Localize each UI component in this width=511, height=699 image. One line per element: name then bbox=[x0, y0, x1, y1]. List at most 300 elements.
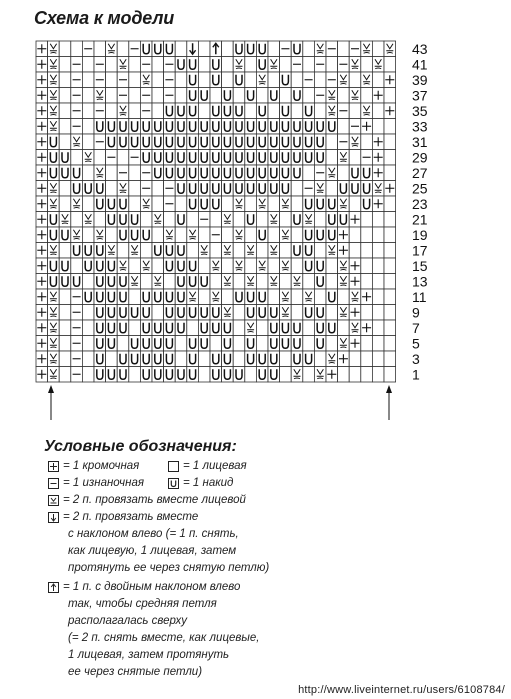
stitch-yo bbox=[129, 134, 141, 150]
stitch-yo bbox=[59, 274, 71, 290]
legend-label-cdd: = 1 п. с двойным наклоном влево bbox=[63, 581, 241, 593]
stitch-purl bbox=[129, 150, 141, 166]
stitch-k2tog bbox=[222, 305, 234, 321]
stitch-knit bbox=[338, 41, 350, 57]
stitch-purl bbox=[94, 57, 106, 73]
stitch-yo bbox=[175, 258, 187, 274]
stitch-knit bbox=[303, 165, 315, 181]
stitch-yo bbox=[256, 134, 268, 150]
stitch-yo bbox=[314, 119, 326, 135]
stitch-k2tog bbox=[280, 289, 292, 305]
stitch-k2tog bbox=[349, 57, 361, 73]
stitch-knit bbox=[268, 227, 280, 243]
stitch-k2tog bbox=[129, 274, 141, 290]
stitch-yo bbox=[222, 150, 234, 166]
stitch-purl bbox=[303, 181, 315, 197]
stitch-k2tog bbox=[338, 336, 350, 352]
stitch-k2tog bbox=[117, 103, 129, 119]
stitch-knit bbox=[291, 227, 303, 243]
stitch-k2tog bbox=[280, 227, 292, 243]
stitch-knit bbox=[384, 57, 396, 73]
stitch-knit bbox=[175, 351, 187, 367]
stitch-k2tog bbox=[48, 57, 60, 73]
stitch-purl bbox=[94, 103, 106, 119]
stitch-k2tog bbox=[164, 227, 176, 243]
stitch-yo bbox=[256, 289, 268, 305]
stitch-yo bbox=[187, 134, 199, 150]
stitch-yo bbox=[82, 258, 94, 274]
stitch-knit bbox=[82, 57, 94, 73]
stitch-purl bbox=[349, 41, 361, 57]
stitch-yo bbox=[256, 165, 268, 181]
stitch-edge bbox=[349, 274, 361, 290]
stitch-knit bbox=[210, 243, 222, 259]
stitch-yo bbox=[152, 336, 164, 352]
stitch-knit bbox=[71, 258, 83, 274]
row-number-label: 3 bbox=[412, 350, 420, 367]
stitch-yo bbox=[140, 289, 152, 305]
stitch-yo bbox=[326, 227, 338, 243]
stitch-yo bbox=[187, 119, 199, 135]
stitch-yo bbox=[361, 165, 373, 181]
stitch-edge bbox=[384, 103, 396, 119]
stitch-purl bbox=[117, 88, 129, 104]
stitch-k2tog bbox=[187, 227, 199, 243]
stitch-k2tog bbox=[152, 274, 164, 290]
stitch-yo bbox=[291, 165, 303, 181]
stitch-yo bbox=[164, 351, 176, 367]
stitch-yo bbox=[233, 119, 245, 135]
stitch-knit bbox=[117, 41, 129, 57]
stitch-yo bbox=[256, 305, 268, 321]
stitch-k2tog bbox=[338, 72, 350, 88]
stitch-purl bbox=[140, 103, 152, 119]
stitch-knit bbox=[233, 320, 245, 336]
stitch-yo bbox=[256, 367, 268, 383]
stitch-yo bbox=[140, 119, 152, 135]
stitch-knit bbox=[59, 41, 71, 57]
stitch-edge bbox=[36, 57, 48, 73]
stitch-edge bbox=[338, 243, 350, 259]
stitch-k2tog bbox=[245, 243, 257, 259]
stitch-edge bbox=[349, 258, 361, 274]
stitch-knit bbox=[349, 243, 361, 259]
stitch-knit bbox=[222, 258, 234, 274]
stitch-yo bbox=[48, 274, 60, 290]
stitch-knit bbox=[187, 212, 199, 228]
stitch-yo bbox=[303, 103, 315, 119]
stitch-yo bbox=[210, 181, 222, 197]
row-number-label: 29 bbox=[412, 149, 428, 166]
stitch-yo bbox=[280, 181, 292, 197]
stitch-knit bbox=[361, 212, 373, 228]
stitch-edge bbox=[349, 336, 361, 352]
stitch-knit bbox=[280, 57, 292, 73]
stitch-yo bbox=[268, 134, 280, 150]
stitch-yo bbox=[326, 196, 338, 212]
stitch-knit bbox=[222, 57, 234, 73]
stitch-knit bbox=[59, 289, 71, 305]
stitch-knit bbox=[129, 165, 141, 181]
stitch-yo bbox=[129, 336, 141, 352]
legend-cdd-line-1: так, чтобы средняя петля bbox=[68, 598, 217, 610]
stitch-knit bbox=[106, 57, 118, 73]
stitch-knit bbox=[361, 134, 373, 150]
stitch-knit bbox=[303, 88, 315, 104]
stitch-yo bbox=[222, 181, 234, 197]
stitch-yo bbox=[152, 289, 164, 305]
stitch-knit bbox=[384, 88, 396, 104]
stitch-knit bbox=[280, 212, 292, 228]
stitch-knit bbox=[233, 274, 245, 290]
stitch-k2tog bbox=[233, 258, 245, 274]
stitch-knit bbox=[129, 72, 141, 88]
stitch-knit bbox=[106, 72, 118, 88]
stitch-knit bbox=[384, 134, 396, 150]
stitch-knit bbox=[361, 243, 373, 259]
stitch-yo bbox=[222, 336, 234, 352]
stitch-knit bbox=[314, 289, 326, 305]
stitch-yo bbox=[245, 351, 257, 367]
stitch-knit bbox=[59, 72, 71, 88]
stitch-knit bbox=[338, 367, 350, 383]
stitch-yo bbox=[291, 212, 303, 228]
stitch-purl bbox=[164, 196, 176, 212]
stitch-yo bbox=[152, 150, 164, 166]
stitch-knit bbox=[59, 196, 71, 212]
row-number-label: 1 bbox=[412, 366, 420, 383]
stitch-knit bbox=[326, 181, 338, 197]
stitch-k2tog bbox=[210, 258, 222, 274]
stitch-yo bbox=[280, 320, 292, 336]
legend-item-ssk bbox=[48, 511, 198, 523]
stitch-yo bbox=[303, 150, 315, 166]
stitch-yo bbox=[198, 196, 210, 212]
stitch-purl bbox=[291, 57, 303, 73]
stitch-k2tog bbox=[280, 196, 292, 212]
stitch-k2tog bbox=[48, 196, 60, 212]
stitch-k2tog bbox=[140, 258, 152, 274]
stitch-yo bbox=[94, 336, 106, 352]
stitch-knit bbox=[210, 88, 222, 104]
stitch-knit bbox=[106, 181, 118, 197]
row-number-label: 17 bbox=[412, 242, 428, 259]
stitch-k2tog bbox=[94, 88, 106, 104]
stitch-knit bbox=[82, 367, 94, 383]
stitch-k2tog bbox=[326, 243, 338, 259]
stitch-k2tog bbox=[222, 274, 234, 290]
stitch-knit bbox=[372, 119, 384, 135]
stitch-yo bbox=[140, 336, 152, 352]
stitch-knit bbox=[210, 336, 222, 352]
stitch-yo bbox=[71, 243, 83, 259]
stitch-yo bbox=[256, 119, 268, 135]
stitch-knit bbox=[152, 103, 164, 119]
stitch-knit bbox=[129, 103, 141, 119]
stitch-knit bbox=[280, 351, 292, 367]
stitch-edge bbox=[36, 320, 48, 336]
stitch-knit bbox=[326, 274, 338, 290]
stitch-knit bbox=[268, 258, 280, 274]
stitch-k2tog bbox=[71, 134, 83, 150]
stitch-yo bbox=[48, 150, 60, 166]
stitch-knit bbox=[59, 243, 71, 259]
stitch-knit bbox=[256, 88, 268, 104]
yarn-over-icon bbox=[168, 478, 179, 489]
stitch-yo bbox=[338, 181, 350, 197]
stitch-edge bbox=[349, 305, 361, 321]
stitch-knit bbox=[152, 196, 164, 212]
stitch-knit bbox=[256, 320, 268, 336]
stitch-yo bbox=[187, 88, 199, 104]
stitch-yo bbox=[106, 305, 118, 321]
stitch-knit bbox=[175, 196, 187, 212]
stitch-k2tog bbox=[152, 212, 164, 228]
stitch-yo bbox=[233, 289, 245, 305]
stitch-yo bbox=[94, 274, 106, 290]
stitch-knit bbox=[152, 258, 164, 274]
stitch-yo bbox=[106, 212, 118, 228]
stitch-yo bbox=[210, 305, 222, 321]
stitch-knit bbox=[129, 181, 141, 197]
stitch-knit bbox=[198, 351, 210, 367]
stitch-purl bbox=[314, 88, 326, 104]
stitch-yo bbox=[152, 320, 164, 336]
edge-stitch-icon bbox=[48, 461, 59, 472]
stitch-knit bbox=[245, 258, 257, 274]
stitch-yo bbox=[198, 134, 210, 150]
stitch-k2tog bbox=[372, 57, 384, 73]
stitch-yo bbox=[152, 41, 164, 57]
stitch-yo bbox=[117, 305, 129, 321]
stitch-yo bbox=[106, 134, 118, 150]
stitch-yo bbox=[314, 305, 326, 321]
stitch-yo bbox=[129, 351, 141, 367]
legend-item-cdd bbox=[48, 581, 240, 593]
stitch-knit bbox=[372, 336, 384, 352]
stitch-knit bbox=[140, 274, 152, 290]
stitch-k2tog bbox=[349, 320, 361, 336]
stitch-purl bbox=[82, 41, 94, 57]
stitch-yo bbox=[152, 351, 164, 367]
stitch-edge bbox=[372, 196, 384, 212]
stitch-yo bbox=[280, 72, 292, 88]
stitch-yo bbox=[198, 320, 210, 336]
stitch-knit bbox=[245, 367, 257, 383]
stitch-knit bbox=[372, 243, 384, 259]
stitch-edge bbox=[338, 351, 350, 367]
stitch-yo bbox=[198, 88, 210, 104]
stitch-knit bbox=[256, 336, 268, 352]
stitch-k2tog bbox=[268, 274, 280, 290]
stitch-knit bbox=[59, 367, 71, 383]
stitch-knit bbox=[303, 336, 315, 352]
stitch-k2tog bbox=[361, 103, 373, 119]
stitch-knit bbox=[140, 212, 152, 228]
stitch-yo bbox=[326, 289, 338, 305]
stitch-knit bbox=[222, 196, 234, 212]
stitch-knit bbox=[338, 320, 350, 336]
stitch-k2tog bbox=[280, 258, 292, 274]
stitch-knit bbox=[384, 196, 396, 212]
stitch-purl bbox=[71, 119, 83, 135]
stitch-yo bbox=[268, 336, 280, 352]
stitch-yo bbox=[59, 227, 71, 243]
stitch-yo bbox=[210, 103, 222, 119]
stitch-edge bbox=[361, 320, 373, 336]
stitch-knit bbox=[303, 320, 315, 336]
stitch-yo bbox=[82, 243, 94, 259]
stitch-purl bbox=[106, 150, 118, 166]
stitch-purl bbox=[117, 72, 129, 88]
stitch-knit bbox=[372, 305, 384, 321]
stitch-edge bbox=[36, 243, 48, 259]
stitch-yo bbox=[94, 258, 106, 274]
stitch-k2tog bbox=[361, 72, 373, 88]
stitch-edge bbox=[36, 258, 48, 274]
stitch-yo bbox=[210, 196, 222, 212]
stitch-knit bbox=[349, 72, 361, 88]
stitch-knit bbox=[59, 320, 71, 336]
stitch-yo bbox=[187, 57, 199, 73]
stitch-knit bbox=[210, 274, 222, 290]
stitch-knit bbox=[326, 134, 338, 150]
legend-item-edge bbox=[48, 460, 139, 472]
stitch-knit bbox=[303, 41, 315, 57]
stitch-yo bbox=[140, 305, 152, 321]
stitch-yo bbox=[48, 258, 60, 274]
stitch-yo bbox=[268, 320, 280, 336]
stitch-knit bbox=[140, 243, 152, 259]
stitch-knit bbox=[361, 227, 373, 243]
stitch-k2tog bbox=[82, 150, 94, 166]
stitch-k2tog bbox=[361, 41, 373, 57]
stitch-knit bbox=[82, 103, 94, 119]
stitch-yo bbox=[175, 305, 187, 321]
stitch-purl bbox=[94, 134, 106, 150]
row-number-label: 43 bbox=[412, 40, 428, 57]
stitch-knit bbox=[106, 351, 118, 367]
stitch-knit bbox=[384, 165, 396, 181]
stitch-knit bbox=[361, 367, 373, 383]
stitch-k2tog bbox=[48, 119, 60, 135]
stitch-yo bbox=[245, 212, 257, 228]
stitch-k2tog bbox=[48, 88, 60, 104]
stitch-knit bbox=[256, 243, 268, 259]
stitch-yo bbox=[303, 227, 315, 243]
stitch-yo bbox=[117, 367, 129, 383]
stitch-knit bbox=[198, 289, 210, 305]
stitch-yo bbox=[245, 181, 257, 197]
row-number-label: 21 bbox=[412, 211, 428, 228]
stitch-knit bbox=[71, 41, 83, 57]
stitch-yo bbox=[129, 227, 141, 243]
stitch-k2tog bbox=[94, 227, 106, 243]
stitch-knit bbox=[82, 72, 94, 88]
stitch-yo bbox=[268, 88, 280, 104]
stitch-yo bbox=[187, 150, 199, 166]
stitch-knit bbox=[314, 72, 326, 88]
legend-item-purl bbox=[48, 477, 144, 489]
stitch-knit bbox=[152, 305, 164, 321]
stitch-knit bbox=[94, 150, 106, 166]
stitch-knit bbox=[59, 119, 71, 135]
row-number-label: 5 bbox=[412, 335, 420, 352]
stitch-k2tog bbox=[71, 196, 83, 212]
stitch-knit bbox=[152, 181, 164, 197]
stitch-yo bbox=[245, 41, 257, 57]
stitch-k2tog bbox=[291, 367, 303, 383]
stitch-purl bbox=[164, 181, 176, 197]
stitch-yo bbox=[187, 336, 199, 352]
stitch-yo bbox=[268, 165, 280, 181]
stitch-knit bbox=[198, 41, 210, 57]
stitch-yo bbox=[233, 165, 245, 181]
stitch-edge bbox=[36, 305, 48, 321]
stitch-purl bbox=[314, 57, 326, 73]
stitch-knit bbox=[59, 336, 71, 352]
stitch-edge bbox=[36, 41, 48, 57]
stitch-knit bbox=[338, 289, 350, 305]
stitch-knit bbox=[106, 165, 118, 181]
stitch-purl bbox=[198, 212, 210, 228]
row-number-label: 7 bbox=[412, 319, 420, 336]
stitch-purl bbox=[164, 88, 176, 104]
stitch-knit bbox=[187, 243, 199, 259]
stitch-edge bbox=[36, 165, 48, 181]
stitch-yo bbox=[245, 305, 257, 321]
stitch-knit bbox=[361, 57, 373, 73]
stitch-yo bbox=[175, 57, 187, 73]
legend-ssk-line-2: как лицевую, 1 лицевая, затем bbox=[68, 545, 237, 557]
stitch-knit bbox=[384, 227, 396, 243]
stitch-knit bbox=[222, 289, 234, 305]
stitch-yo bbox=[314, 227, 326, 243]
stitch-k2tog bbox=[106, 243, 118, 259]
stitch-knit bbox=[82, 165, 94, 181]
stitch-yo bbox=[256, 103, 268, 119]
stitch-edge bbox=[36, 367, 48, 383]
stitch-knit bbox=[361, 258, 373, 274]
stitch-knit bbox=[71, 212, 83, 228]
stitch-knit bbox=[361, 351, 373, 367]
stitch-knit bbox=[280, 243, 292, 259]
stitch-yo bbox=[245, 88, 257, 104]
stitch-yo bbox=[256, 227, 268, 243]
stitch-yo bbox=[175, 103, 187, 119]
stitch-knit bbox=[372, 289, 384, 305]
stitch-knit bbox=[129, 258, 141, 274]
row-number-label: 25 bbox=[412, 180, 428, 197]
stitch-k2tog bbox=[48, 289, 60, 305]
stitch-purl bbox=[140, 88, 152, 104]
stitch-edge bbox=[36, 119, 48, 135]
stitch-k2tog bbox=[233, 227, 245, 243]
stitch-yo bbox=[233, 367, 245, 383]
stitch-yo bbox=[314, 196, 326, 212]
cdd-arrow-icon bbox=[48, 582, 59, 593]
stitch-yo bbox=[117, 134, 129, 150]
stitch-yo bbox=[117, 289, 129, 305]
stitch-knit bbox=[82, 134, 94, 150]
stitch-knit bbox=[82, 274, 94, 290]
row-number-label: 41 bbox=[412, 56, 428, 73]
stitch-k2tog bbox=[129, 243, 141, 259]
stitch-knit bbox=[59, 88, 71, 104]
stitch-yo bbox=[245, 336, 257, 352]
stitch-k2tog bbox=[245, 274, 257, 290]
stitch-yo bbox=[268, 181, 280, 197]
